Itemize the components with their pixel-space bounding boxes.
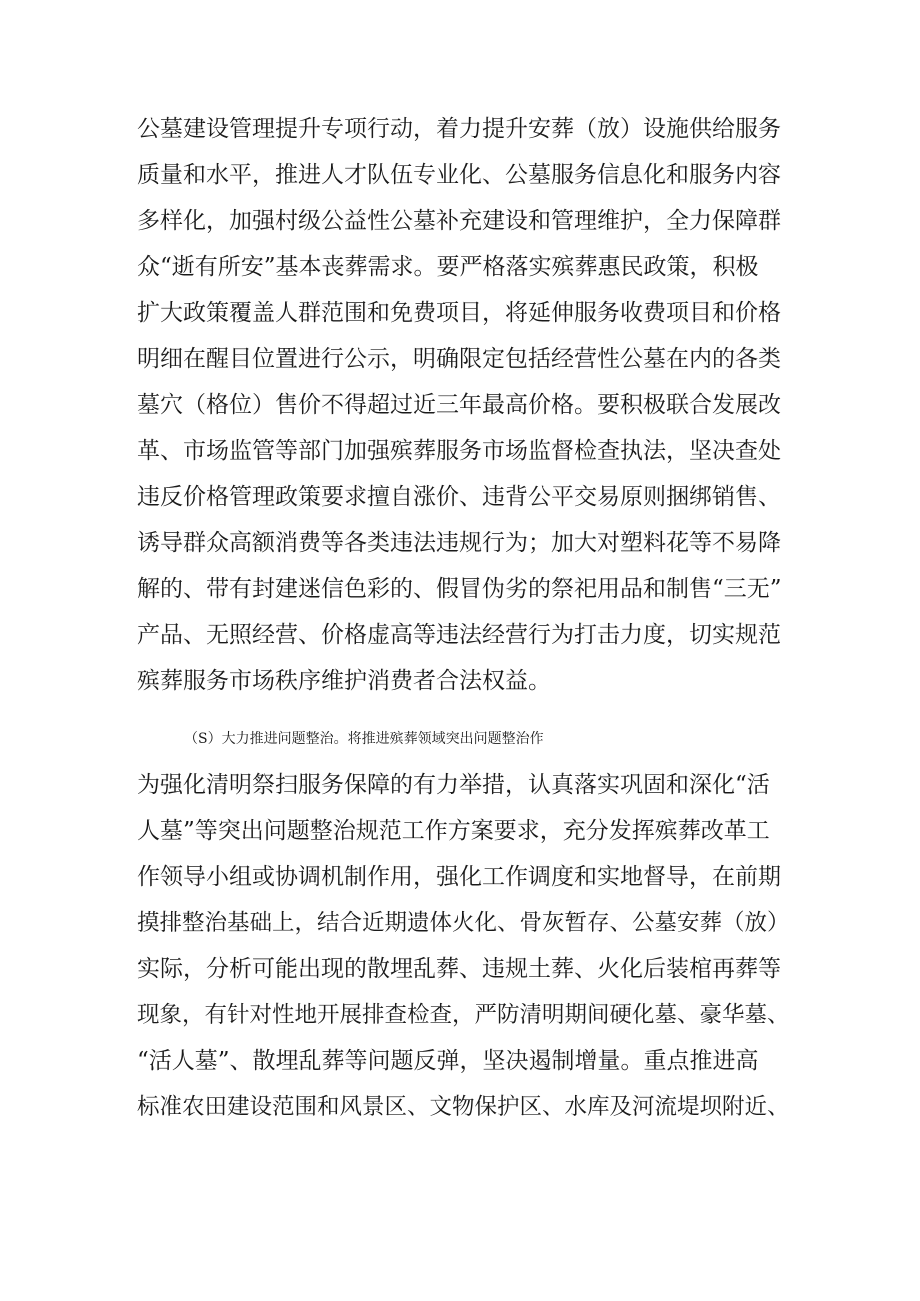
paragraph-1-line-7: 墓穴（格位）售价不得超过近三年最高价格。要积极联合发展改 <box>137 392 781 418</box>
paragraph-1-line-10: 诱导群众高额消费等各类违法违规行为；加大对塑料花等不易降 <box>137 530 781 556</box>
paragraph-1-line-9: 违反价格管理政策要求擅自涨价、违背公平交易原则捆绑销售、 <box>137 484 781 510</box>
paragraph-1-line-12: 产品、无照经营、价格虚高等违法经营行为打击力度，切实规范 <box>137 622 781 648</box>
paragraph-1-line-2: 质量和水平，推进人才队伍专业化、公墓服务信息化和服务内容 <box>137 162 781 188</box>
paragraph-2-line-4: 作领导小组或协调机制作用，强化工作调度和实地督导，在前期 <box>137 864 781 890</box>
paragraph-2-line-1: （S）大力推进问题整治。将推进殡葬领域突出问题整治作 <box>184 731 544 747</box>
paragraph-1-line-4: 众“逝有所安”基本丧葬需求。要严格落实殡葬惠民政策，积极 <box>137 254 759 280</box>
paragraph-2-line-8: “活人墓”、散埋乱葬等问题反弹，坚决遏制增量。重点推进高 <box>137 1048 759 1074</box>
paragraph-2-line-9: 标准农田建设范围和风景区、文物保护区、水库及河流堤坝附近、 <box>137 1094 790 1120</box>
paragraph-1-line-8: 革、市场监管等部门加强殡葬服务市场监督检查执法，坚决查处 <box>137 438 781 464</box>
paragraph-1-line-11: 解的、带有封建迷信色彩的、假冒伪劣的祭祀用品和制售“三无” <box>137 576 782 602</box>
paragraph-2-line-5: 摸排整治基础上，结合近期遗体火化、骨灰暂存、公墓安葬（放） <box>137 910 790 936</box>
paragraph-1-line-3: 多样化，加强村级公益性公墓补充建设和管理维护，全力保障群 <box>137 208 781 234</box>
paragraph-1-line-5: 扩大政策覆盖人群范围和免费项目，将延伸服务收费项目和价格 <box>137 300 781 326</box>
paragraph-1-line-13: 殡葬服务市场秩序维护消费者合法权益。 <box>137 668 551 694</box>
paragraph-2-line-2: 为强化清明祭扫服务保障的有力举措，认真落实巩固和深化“活 <box>137 772 770 798</box>
paragraph-2-line-3: 人墓”等突出问题整治规范工作方案要求，充分发挥殡葬改革工 <box>137 818 770 844</box>
paragraph-2-line-6: 实际，分析可能出现的散埋乱葬、违规土葬、火化后装棺再葬等 <box>137 956 781 982</box>
paragraph-1-line-1: 公墓建设管理提升专项行动，着力提升安葬（放）设施供给服务 <box>137 116 781 142</box>
paragraph-2-line-7: 现象，有针对性地开展排查检查，严防清明期间硬化墓、豪华墓、 <box>137 1002 790 1028</box>
paragraph-1-line-6: 明细在醒目位置进行公示，明确限定包括经营性公墓在内的各类 <box>137 346 781 372</box>
